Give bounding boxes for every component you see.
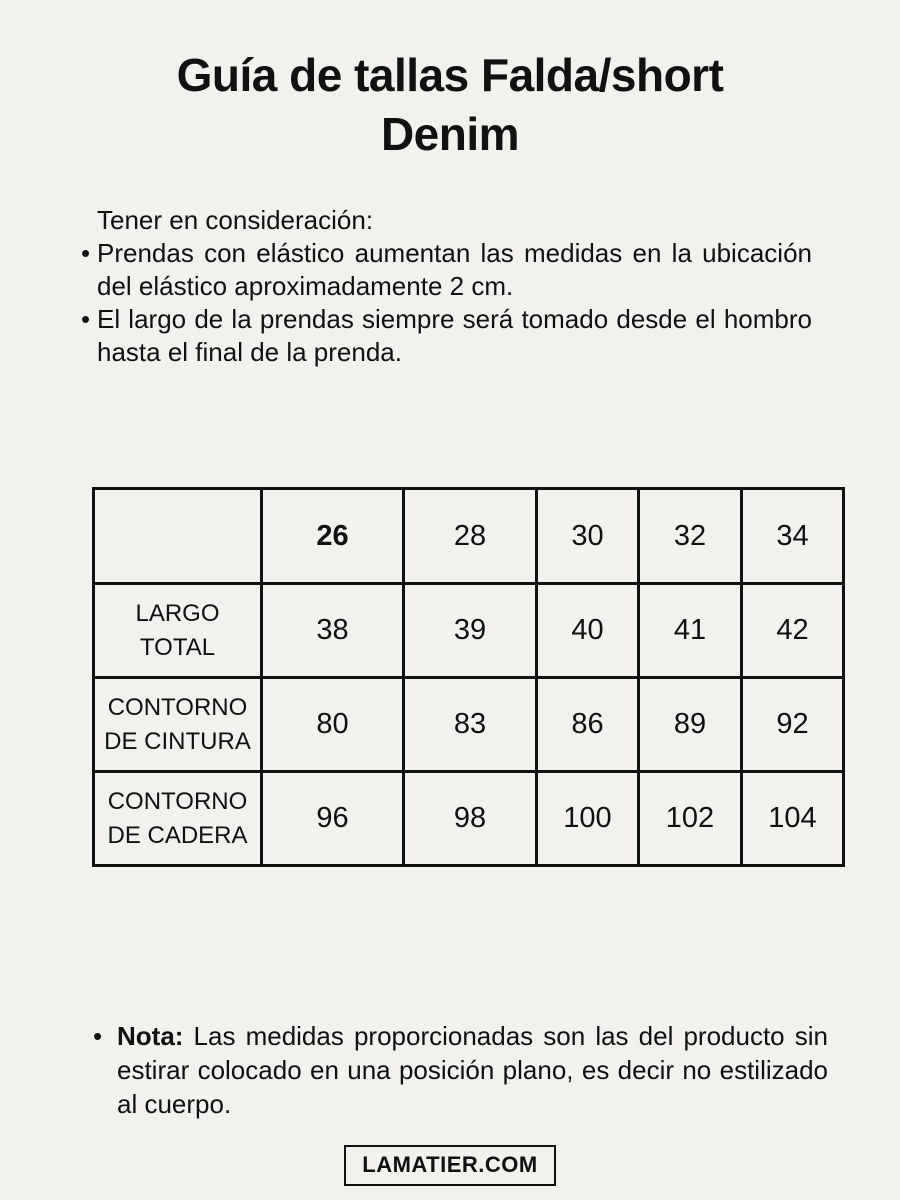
page-title (0, 46, 900, 164)
table-cell: 38 (262, 584, 404, 678)
considerations-list (82, 237, 812, 369)
table-cell: 98 (404, 772, 537, 866)
table-corner-cell (94, 489, 262, 584)
row-label: CONTORNO DE CADERA (94, 772, 262, 866)
table-cell: 89 (639, 678, 742, 772)
table-cell: 83 (404, 678, 537, 772)
table-row-contorno-cintura (94, 678, 844, 772)
page-title-line-1: Guía de tallas Falda/short (176, 49, 724, 101)
table-cell: 92 (742, 678, 844, 772)
size-table (92, 487, 845, 867)
considerations-section (82, 204, 812, 369)
table-row-contorno-cadera (94, 772, 844, 866)
brand-name: LAMATIER.COM (362, 1152, 538, 1177)
brand-badge (344, 1145, 555, 1186)
size-column-header: 28 (404, 489, 537, 584)
considerations-heading: Tener en consideración: (97, 205, 374, 235)
size-column-header: 30 (537, 489, 639, 584)
table-cell: 40 (537, 584, 639, 678)
table-cell: 42 (742, 584, 844, 678)
list-item: • Prendas con elástico aumentan las medidas en la ubicación del elástico aproximadamente 2 cm. (82, 237, 812, 303)
note-item (92, 1019, 828, 1121)
table-row-largo-total (94, 584, 844, 678)
table-cell: 100 (537, 772, 639, 866)
table-cell: 86 (537, 678, 639, 772)
table-cell: 102 (639, 772, 742, 866)
table-cell: 41 (639, 584, 742, 678)
size-column-header: 26 (262, 489, 404, 584)
page-title-line-2: Denim (380, 108, 520, 160)
note-label: Nota: (117, 1021, 184, 1051)
table-cell: 39 (404, 584, 537, 678)
table-cell: 80 (262, 678, 404, 772)
size-guide-sheet (0, 46, 900, 1200)
list-item: • El largo de la prendas siempre será tomado desde el hombro hasta el final de la prenda. (82, 303, 812, 369)
note-list (92, 1019, 828, 1121)
footer (0, 1145, 900, 1186)
row-label: LARGO TOTAL (94, 584, 262, 678)
row-label: CONTORNO DE CINTURA (94, 678, 262, 772)
size-column-header: 32 (639, 489, 742, 584)
note-text: Las medidas proporcionadas son las del producto sin estirar colocado en una posición plano, es decir no estilizado al cuerpo. (117, 1021, 828, 1119)
note-section (92, 1019, 828, 1121)
size-table-header-row (94, 489, 844, 584)
table-cell: 96 (262, 772, 404, 866)
table-cell: 104 (742, 772, 844, 866)
size-column-header: 34 (742, 489, 844, 584)
